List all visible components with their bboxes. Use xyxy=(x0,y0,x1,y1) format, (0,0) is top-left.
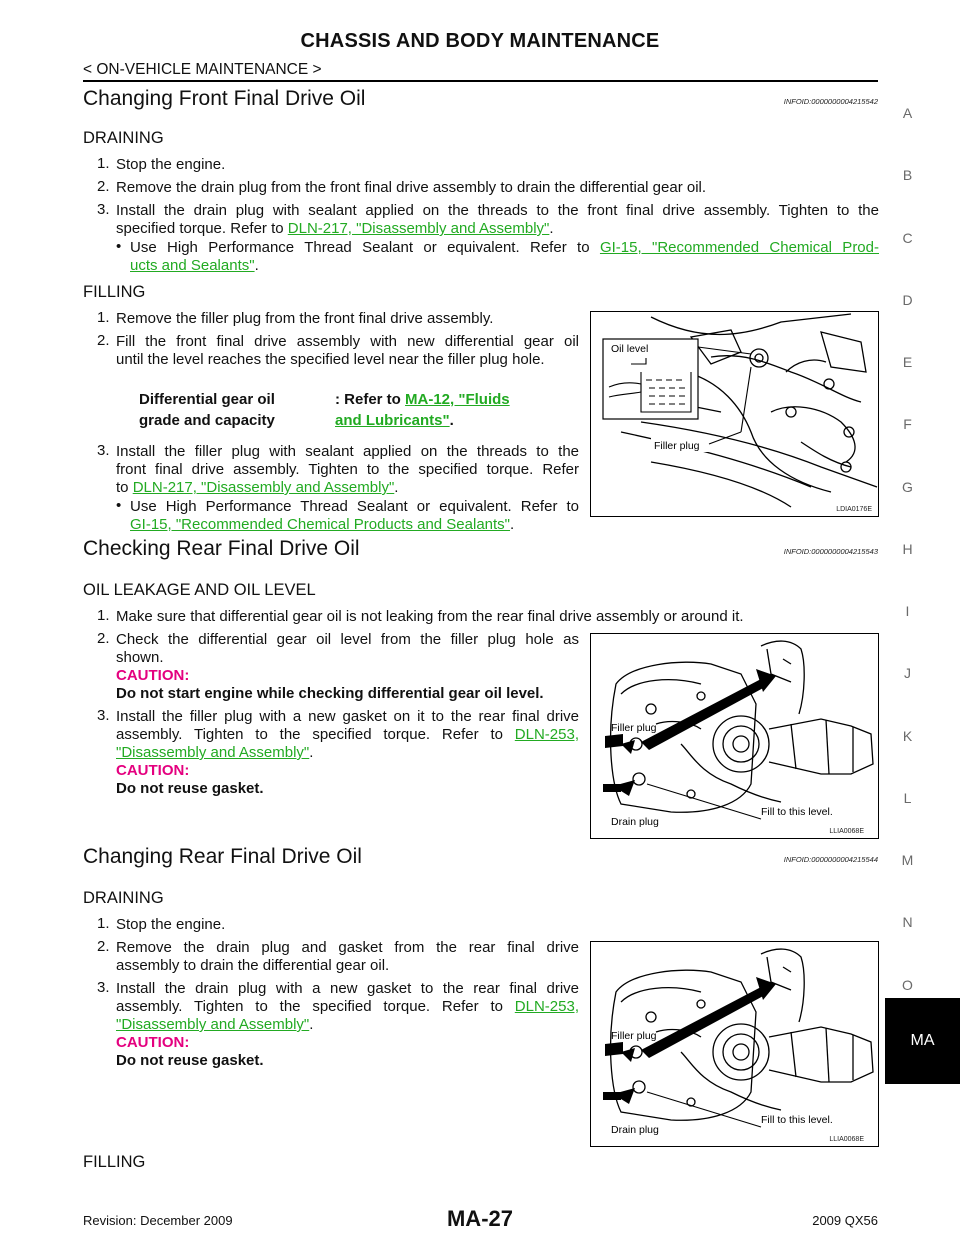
spec-label-line: grade and capacity xyxy=(139,412,275,429)
step-number: 1. xyxy=(97,155,110,172)
step-text: Install the filler plug with sealant applied on the threads to the xyxy=(116,443,579,460)
spec-value: : Refer to MA-12, "Fluids and Lubricants". xyxy=(335,391,510,429)
figure-rear-final-drive-check xyxy=(590,633,879,839)
caution-text: Do not reuse gasket. xyxy=(116,780,264,797)
figure-code: LLIA0068E xyxy=(829,1136,864,1143)
tab-d[interactable]: D xyxy=(902,292,913,308)
infoid-rear-change: INFOID:0000000004215544 xyxy=(783,855,878,864)
link-dln-253[interactable]: DLN-253, xyxy=(514,998,579,1015)
spec-label xyxy=(139,390,275,430)
footer-model: 2009 QX56 xyxy=(812,1213,878,1228)
step-text-cont: assembly to drain the differential gear oil. xyxy=(116,957,390,974)
step-number: 1. xyxy=(97,309,110,326)
section-title-rear-change: Changing Rear Final Drive Oil xyxy=(83,845,362,868)
figure-code: LLIA0068E xyxy=(829,828,864,835)
heading-rear-filling: FILLING xyxy=(83,1153,146,1171)
step-text-cont xyxy=(116,725,579,744)
bullet: • xyxy=(116,238,122,255)
figure-label-fill-level: Fill to this level. xyxy=(761,806,833,818)
caution-label: CAUTION: xyxy=(116,1034,190,1051)
step-text: Remove the drain plug from the front final drive assembly to drain the differential gear oil. xyxy=(116,179,707,196)
step-text: Check the differential gear oil level from the filler plug hole as xyxy=(116,631,579,648)
bullet-text-cont: GI-15, "Recommended Chemical Products and Sealants". xyxy=(130,516,515,533)
tab-e[interactable]: E xyxy=(902,354,913,370)
bullet: • xyxy=(116,497,122,514)
tab-c[interactable]: C xyxy=(902,230,913,246)
heading-front-filling: FILLING xyxy=(83,283,146,301)
step-text: Stop the engine. xyxy=(116,916,226,933)
infoid-front-change: INFOID:0000000004215542 xyxy=(783,97,878,106)
caution-label: CAUTION: xyxy=(116,667,190,684)
infoid-rear-check: INFOID:0000000004215543 xyxy=(783,547,878,556)
tab-g[interactable]: G xyxy=(902,479,913,495)
step-text: Install the drain plug with sealant applied on the threads to the front final drive assembly. Tighten to the xyxy=(116,202,879,219)
bullet-text: Use High Performance Thread Sealant or equivalent. Refer to xyxy=(130,498,579,515)
step-number: 3. xyxy=(97,201,110,218)
bullet-text xyxy=(130,238,879,257)
figure-label-oil-level: Oil level xyxy=(611,343,649,355)
front-final-drive-illustration xyxy=(591,312,878,516)
spec-label-line: Differential gear oil xyxy=(139,391,275,408)
tab-n[interactable]: N xyxy=(902,914,913,930)
page-header-subtitle: < ON-VEHICLE MAINTENANCE > xyxy=(83,61,322,78)
page-header-title: CHASSIS AND BODY MAINTENANCE xyxy=(300,30,660,52)
link-dln-217[interactable]: DLN-217, "Disassembly and Assembly" xyxy=(287,220,550,237)
step-text: Fill the front final drive assembly with new differential gear oil xyxy=(116,333,579,350)
step-text: Remove the filler plug from the front final drive assembly. xyxy=(116,310,494,327)
link-dln-253[interactable]: DLN-253, xyxy=(514,726,579,743)
step-text: Install the filler plug with a new gasket on it to the rear final drive xyxy=(116,708,579,725)
figure-rear-final-drive-change xyxy=(590,941,879,1147)
caution-text: Do not start engine while checking differential gear oil level. xyxy=(116,685,544,702)
step-number: 3. xyxy=(97,979,110,996)
step-text-cont: front final drive assembly. Tighten to the specified torque. Refer xyxy=(116,461,579,478)
figure-label-fill-level: Fill to this level. xyxy=(761,1114,833,1126)
heading-oil-leakage: OIL LEAKAGE AND OIL LEVEL xyxy=(83,581,316,599)
step-text: to xyxy=(116,479,133,496)
figure-label-drain-plug: Drain plug xyxy=(611,816,659,828)
step-number: 3. xyxy=(97,442,110,459)
step-text: Install the drain plug with a new gasket to the rear final drive xyxy=(116,980,579,997)
rear-final-drive-illustration xyxy=(591,634,878,838)
bullet-text-part: Use High Performance Thread Sealant or equivalent. Refer to xyxy=(130,239,600,256)
step-number: 2. xyxy=(97,630,110,647)
step-text: assembly. Tighten to the specified torque. Refer to xyxy=(116,726,515,743)
tab-h[interactable]: H xyxy=(902,541,913,557)
caution-text: Do not reuse gasket. xyxy=(116,1052,264,1069)
step-text: specified torque. Refer to xyxy=(116,220,288,237)
step-number: 3. xyxy=(97,707,110,724)
spec-value-prefix: : Refer to xyxy=(335,391,406,408)
tab-k[interactable]: K xyxy=(902,728,913,744)
step-number: 2. xyxy=(97,178,110,195)
link-gi-15-cont[interactable]: ucts and Sealants" xyxy=(130,257,255,274)
section-title-rear-check: Checking Rear Final Drive Oil xyxy=(83,537,360,560)
figure-front-final-drive xyxy=(590,311,879,517)
caution-label: CAUTION: xyxy=(116,762,190,779)
step-number: 1. xyxy=(97,607,110,624)
link-disassembly[interactable]: "Disassembly and Assembly" xyxy=(116,744,310,761)
step-text-cont xyxy=(116,997,579,1016)
tab-ma-active[interactable]: MA xyxy=(885,998,960,1084)
link-dln-217[interactable]: DLN-217, "Disassembly and Assembly" xyxy=(132,479,395,496)
step-text: assembly. Tighten to the specified torque. Refer to xyxy=(116,998,515,1015)
step-text-cont: "Disassembly and Assembly". xyxy=(116,1016,314,1033)
step-number: 2. xyxy=(97,332,110,349)
step-text: Remove the drain plug and gasket from the rear final drive xyxy=(116,939,579,956)
step-text: Stop the engine. xyxy=(116,156,226,173)
tab-i[interactable]: I xyxy=(905,603,910,619)
figure-label-filler-plug: Filler plug xyxy=(654,440,700,452)
bullet-text-cont: ucts and Sealants". xyxy=(130,257,259,274)
step-text-cont: shown. xyxy=(116,649,164,666)
figure-label-filler-plug: Filler plug xyxy=(611,1030,657,1042)
step-number: 1. xyxy=(97,915,110,932)
tab-f[interactable]: F xyxy=(903,416,912,432)
footer-revision: Revision: December 2009 xyxy=(83,1213,233,1228)
step-text-cont: "Disassembly and Assembly". xyxy=(116,744,314,761)
tab-b[interactable]: B xyxy=(902,167,913,183)
figure-code: LDIA0176E xyxy=(836,506,872,513)
tab-j[interactable]: J xyxy=(904,665,911,681)
link-ma-12[interactable]: MA-12, "Fluids xyxy=(405,391,510,408)
page-number: MA-27 xyxy=(446,1206,513,1231)
rear-final-drive-illustration xyxy=(591,942,878,1146)
section-title-front-change: Changing Front Final Drive Oil xyxy=(83,87,366,110)
figure-label-filler-plug: Filler plug xyxy=(611,722,657,734)
figure-label-drain-plug: Drain plug xyxy=(611,1124,659,1136)
tab-m[interactable]: M xyxy=(901,852,914,868)
tab-a[interactable]: A xyxy=(902,105,913,121)
step-text-cont: specified torque. Refer to DLN-217, "Disassembly and Assembly". xyxy=(116,220,554,237)
step-number: 2. xyxy=(97,938,110,955)
step-text-cont: until the level reaches the specified level near the filler plug hole. xyxy=(116,351,545,368)
heading-front-draining: DRAINING xyxy=(83,129,164,147)
link-gi-15[interactable]: GI-15, "Recommended Chemical Products and Sealants" xyxy=(130,516,511,533)
step-text: Make sure that differential gear oil is not leaking from the rear final drive assembly or around it. xyxy=(116,608,744,625)
step-text-cont: to DLN-217, "Disassembly and Assembly". xyxy=(116,479,399,496)
tab-l[interactable]: L xyxy=(903,790,912,806)
link-gi-15[interactable]: GI-15, "Recommended Chemical Prod- xyxy=(599,239,879,256)
tab-o[interactable]: O xyxy=(902,977,913,993)
link-ma-12-cont[interactable]: and Lubricants" xyxy=(335,412,450,429)
heading-rear-draining: DRAINING xyxy=(83,889,164,907)
header-divider xyxy=(83,80,878,82)
link-disassembly[interactable]: "Disassembly and Assembly" xyxy=(116,1016,310,1033)
